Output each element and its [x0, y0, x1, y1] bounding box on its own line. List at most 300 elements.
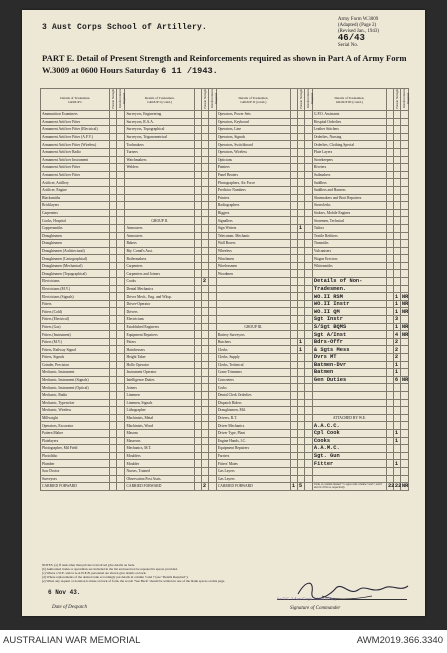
we-cell [386, 376, 393, 384]
reinf-cell [117, 232, 125, 240]
reinf-cell [400, 316, 408, 324]
we-cell [290, 202, 297, 210]
trade-label: Vulcanisers [312, 247, 386, 255]
reinf-cell [208, 391, 216, 399]
trade-label: Draughtsmen, Mil. [216, 407, 290, 415]
we-cell [386, 270, 393, 278]
reinf-cell [117, 224, 125, 232]
we-cell [386, 194, 393, 202]
present-cell [393, 270, 400, 278]
carry-c2-present: 2 [201, 483, 208, 491]
form-line3: (Revised Jan., 1943) [337, 29, 379, 34]
reinf-cell [304, 452, 312, 460]
we-cell [290, 376, 297, 384]
reinf-cell [208, 300, 216, 308]
present-cell [297, 384, 304, 392]
we-cell [290, 338, 297, 346]
reinf-cell [208, 156, 216, 164]
trade-label: Driver Mech., Eng. and Wksp. [125, 293, 194, 301]
trade-label: Armament Artificer Instrument [41, 156, 110, 164]
present-cell [110, 300, 117, 308]
we-cell [194, 346, 201, 354]
reinf-cell [117, 354, 125, 362]
trade-label: Draughtsmen (Cartographical) [41, 255, 110, 263]
we-cell [386, 209, 393, 217]
we-cell [194, 316, 201, 324]
trade-label [312, 475, 386, 483]
reinf-cell [400, 148, 408, 156]
trade-label: Carpenters and Joiners [125, 270, 194, 278]
trade-label: Engine Hands, I.C. [216, 437, 290, 445]
reinf-cell [208, 133, 216, 141]
trade-label: Surveyors, Trigonometrical [125, 133, 194, 141]
archive-footer [0, 630, 447, 653]
reinf-cell [208, 141, 216, 149]
present-cell [110, 164, 117, 172]
present-cell [110, 437, 117, 445]
trade-label [125, 209, 194, 217]
present-cell [201, 179, 208, 187]
trade-label: Armament Artificer Fitter [41, 118, 110, 126]
we-cell [194, 414, 201, 422]
trade-label: Mechanic, Instrument (Optical) [41, 384, 110, 392]
we-cell [290, 323, 297, 331]
trade-label: Linemen, Signals [125, 399, 194, 407]
trade-label: Photographers, Air Force [216, 179, 290, 187]
trade-label: Dispatch Riders [216, 399, 290, 407]
present-cell: 3 [393, 316, 400, 324]
trade-label: Orderlies, Clothing Special [312, 141, 386, 149]
trade-label: Signallers [216, 217, 290, 225]
col-header-reinf: Reinforcements Required [305, 89, 314, 109]
reinf-cell [117, 460, 125, 468]
reinf-cell: NR [401, 331, 409, 338]
form-reference [338, 17, 379, 49]
reinf-cell [304, 186, 312, 194]
trade-label [216, 285, 290, 293]
trade-label: Clerks [216, 346, 290, 354]
we-cell [194, 217, 201, 225]
table-row [41, 437, 409, 445]
reinf-cell [304, 202, 312, 210]
trade-label: Whitesmiths [312, 262, 386, 270]
present-cell [297, 316, 304, 324]
note-line: (e) When any request or notation is made on back of form, the words "See Back" should be written in one of the blank spaces on this page. [42, 579, 226, 583]
reinf-cell [208, 255, 216, 263]
present-cell [201, 414, 208, 422]
reinf-cell [304, 141, 312, 149]
reinf-cell [304, 148, 312, 156]
trade-label: Wirelessmen [216, 262, 290, 270]
reinf-cell [117, 346, 125, 354]
trade-label [312, 399, 386, 407]
we-cell [194, 278, 201, 286]
we-cell [194, 148, 201, 156]
we-cell [386, 255, 393, 263]
we-cell [194, 232, 201, 240]
trade-label: Coppersmiths [41, 224, 110, 232]
reinf-cell [208, 376, 216, 384]
present-cell [393, 202, 400, 210]
present-cell [201, 224, 208, 232]
table-row [41, 445, 409, 453]
present-cell [393, 217, 400, 225]
col-header-trade-3: Details of Tradesmen. GROUP II (contd.) [216, 89, 290, 111]
reinf-cell [208, 262, 216, 270]
trade-label [125, 179, 194, 187]
trade-label: Draughtsmen (Architectural) [41, 247, 110, 255]
reinf-cell [117, 133, 125, 141]
trade-label: Gas Layers [216, 467, 290, 475]
present-cell [110, 346, 117, 354]
we-cell [386, 391, 393, 399]
table-header-row [41, 89, 409, 111]
table-row [41, 361, 409, 369]
we-cell [194, 308, 201, 316]
trade-label: Plate Layers [312, 148, 386, 156]
trade-label: Photographer, Mil Field [41, 445, 110, 453]
reinf-cell [304, 262, 312, 270]
present-cell [110, 111, 117, 119]
present-cell [110, 338, 117, 346]
present-cell [201, 300, 208, 308]
reinf-cell [208, 445, 216, 453]
present-cell: 1 [393, 300, 400, 308]
nontrade-entry: WO.II QM [312, 308, 386, 316]
trade-label: Operators, Keyboard [216, 118, 290, 126]
present-cell [110, 118, 117, 126]
present-cell [297, 202, 304, 210]
reinf-cell [208, 164, 216, 172]
we-cell [194, 247, 201, 255]
present-cell [201, 285, 208, 293]
trade-label: Gas Layers [216, 475, 290, 483]
trade-label: Armament Artificer Fitter [41, 171, 110, 179]
trade-label [125, 186, 194, 194]
reinf-cell [304, 376, 312, 384]
reinf-cell [117, 376, 125, 384]
table-row [41, 293, 409, 301]
reinf-cell [117, 209, 125, 217]
reinf-cell [400, 179, 408, 187]
reinf-cell [117, 331, 125, 339]
present-cell [393, 452, 400, 460]
trade-label: Fitters (Gas) [41, 323, 110, 331]
present-cell [297, 118, 304, 126]
we-cell [194, 209, 201, 217]
we-cell [386, 118, 393, 126]
present-cell [110, 316, 117, 324]
table-row [41, 308, 409, 316]
present-cell [201, 209, 208, 217]
we-cell [194, 338, 201, 346]
we-cell [194, 361, 201, 369]
attached-entry: A.A.M.C. [312, 445, 386, 453]
reinf-cell [304, 240, 312, 248]
present-cell [297, 278, 304, 286]
col-header-present: Present Strength [394, 89, 399, 109]
reinf-cell [400, 467, 408, 475]
we-cell [290, 331, 297, 339]
reinf-cell [208, 126, 216, 134]
reinf-cell [208, 247, 216, 255]
present-cell [297, 111, 304, 119]
present-cell [393, 186, 400, 194]
present-cell [297, 323, 304, 331]
reinf-cell [304, 445, 312, 453]
trade-label: Electricians [125, 316, 194, 324]
reinf-cell [304, 346, 312, 354]
table-row [41, 475, 409, 483]
col-header-present: Present Strength [111, 89, 116, 109]
nontrade-entry: Dvrs MT [312, 354, 386, 362]
present-cell: 1 [393, 429, 400, 437]
present-cell [393, 133, 400, 141]
trade-label: Butchers [216, 338, 290, 346]
reinf-cell: NR [401, 293, 409, 300]
reinf-cell [400, 133, 408, 141]
reinf-cell [117, 179, 125, 187]
attached-entry: Sgt. Gun [312, 452, 386, 460]
we-cell [290, 209, 297, 217]
reinf-cell [208, 118, 216, 126]
trade-label: Operators, Wireless [216, 148, 290, 156]
trade-label: Pattern Maker [41, 429, 110, 437]
trade-label: Blacksmiths [41, 194, 110, 202]
title-text: PART E. Detail of Present Strength and Reinforcements required as shown in Part A of Army Form W.3009 at 0600 Hours Saturday [42, 53, 407, 75]
we-cell [194, 429, 201, 437]
present-cell [201, 338, 208, 346]
form-title [42, 52, 412, 77]
reinf-cell: NR [401, 301, 409, 308]
table-row [41, 133, 409, 141]
we-cell [290, 361, 297, 369]
trade-label: Armament Artificer Fitter [41, 164, 110, 172]
present-cell [297, 156, 304, 164]
present-cell [393, 240, 400, 248]
reinf-cell [208, 346, 216, 354]
present-cell [110, 156, 117, 164]
we-cell [194, 164, 201, 172]
reinf-cell [400, 270, 408, 278]
nontrade-entry: Batmen [312, 369, 386, 377]
reinf-cell [208, 202, 216, 210]
we-cell [386, 399, 393, 407]
trade-label: Electricians [41, 278, 110, 286]
present-cell [393, 126, 400, 134]
present-cell [110, 376, 117, 384]
trade-label: Storeclerks [312, 202, 386, 210]
present-cell [297, 300, 304, 308]
trade-label: Clerks, Supply [216, 354, 290, 362]
trade-label: Bakers [125, 240, 194, 248]
present-cell [297, 354, 304, 362]
table-row [41, 186, 409, 194]
title-date: 6 11 /1943. [161, 66, 218, 76]
trade-label: Fitters (Electrical) [41, 316, 110, 324]
trade-label: Moulder [125, 460, 194, 468]
carry-label-2: CARRIED FORWARD [125, 483, 194, 491]
present-cell [393, 141, 400, 149]
we-cell [290, 262, 297, 270]
we-cell [290, 156, 297, 164]
nontrade-entry: WO.II RSM [312, 293, 386, 301]
we-cell [194, 285, 201, 293]
table-row [41, 164, 409, 172]
present-cell [297, 255, 304, 263]
present-cell [201, 445, 208, 453]
trade-label [312, 270, 386, 278]
we-cell [194, 202, 201, 210]
carry-label-1: CARRIED FORWARD [41, 483, 110, 491]
reinf-cell [208, 331, 216, 339]
present-cell [297, 452, 304, 460]
reinf-cell [117, 475, 125, 483]
we-cell [386, 407, 393, 415]
trade-label: Fitters (Cold) [41, 308, 110, 316]
reinf-cell [117, 300, 125, 308]
we-cell [194, 323, 201, 331]
reinf-cell [208, 224, 216, 232]
unit-name: 3 Aust Corps School of Artillery. [42, 23, 208, 32]
table-row [41, 240, 409, 248]
reinf-cell [304, 194, 312, 202]
trade-label: Carpenters [125, 262, 194, 270]
we-cell [386, 141, 393, 149]
present-cell: 1 [297, 224, 304, 232]
present-cell [110, 414, 117, 422]
col-header-present: Present Strength [298, 89, 303, 109]
table-row [41, 179, 409, 187]
reinf-cell [304, 361, 312, 369]
reinf-cell [117, 217, 125, 225]
present-cell [297, 369, 304, 377]
reinf-cell [304, 179, 312, 187]
present-cell [297, 194, 304, 202]
reinf-cell [117, 316, 125, 324]
present-cell [201, 262, 208, 270]
present-cell [110, 240, 117, 248]
we-cell [386, 240, 393, 248]
trade-label: Fitters, Signals [41, 354, 110, 362]
nontrade-entry: Bdrs-Offr [312, 338, 386, 346]
present-cell [201, 293, 208, 301]
reinf-cell [400, 475, 408, 483]
reinf-cell [208, 437, 216, 445]
table-row [41, 452, 409, 460]
present-cell [297, 164, 304, 172]
reinf-cell [208, 270, 216, 278]
present-cell [201, 240, 208, 248]
present-cell: 4 [393, 331, 400, 339]
trade-label: Textile Refitters [312, 232, 386, 240]
reinf-cell [400, 209, 408, 217]
present-cell [201, 369, 208, 377]
trade-label: Radiographers [216, 202, 290, 210]
reinf-cell [304, 475, 312, 483]
present-cell [393, 179, 400, 187]
trade-label: Fitters [41, 300, 110, 308]
trade-label: Tinsmiths [312, 240, 386, 248]
trade-label: Electricians (M.V.) [41, 285, 110, 293]
reinf-cell [208, 186, 216, 194]
we-cell [194, 171, 201, 179]
present-cell: 2 [201, 278, 208, 286]
table-row [41, 354, 409, 362]
present-cell [110, 384, 117, 392]
we-cell [386, 361, 393, 369]
trade-label: Clerks, Technical [216, 361, 290, 369]
we-cell [386, 278, 393, 286]
table-row [41, 217, 409, 225]
reinf-cell [117, 202, 125, 210]
reinf-cell [400, 338, 408, 346]
present-cell [110, 407, 117, 415]
trade-label: Millwright [41, 414, 110, 422]
present-cell [110, 247, 117, 255]
we-cell [290, 407, 297, 415]
note-line: (d) Where replacements of the desired rank accordingly put details in column 3 and 7 (see "Details Required"). [42, 575, 189, 579]
present-cell [201, 270, 208, 278]
reinf-cell [304, 467, 312, 475]
present-cell [201, 148, 208, 156]
reinf-cell [400, 361, 408, 369]
we-cell [290, 316, 297, 324]
reinf-cell: NR [401, 377, 409, 384]
trade-label: Draughtsmen [41, 240, 110, 248]
present-cell: 2 [393, 354, 400, 362]
present-cell [110, 232, 117, 240]
table-row [41, 141, 409, 149]
trade-label: Bty. Comd's Asst. [125, 247, 194, 255]
we-cell [290, 164, 297, 172]
we-cell [386, 179, 393, 187]
present-cell [110, 148, 117, 156]
reinf-cell [304, 111, 312, 119]
present-cell [393, 445, 400, 453]
present-cell [201, 422, 208, 430]
total-present: 22 [387, 483, 395, 490]
reinf-cell [208, 316, 216, 324]
present-cell [110, 186, 117, 194]
reinf-cell [117, 118, 125, 126]
trade-label: Operators, Excavator [41, 422, 110, 430]
present-cell [393, 422, 400, 430]
reinf-cell [208, 361, 216, 369]
we-cell [290, 255, 297, 263]
reinf-cell [304, 293, 312, 301]
table-row [41, 224, 409, 232]
present-cell [110, 429, 117, 437]
we-cell [386, 316, 393, 324]
table-row [41, 338, 409, 346]
reinf-cell [304, 316, 312, 324]
trade-label: Hairdressers [125, 346, 194, 354]
reinf-cell [208, 323, 216, 331]
trade-label: Linemen [125, 391, 194, 399]
we-cell [386, 186, 393, 194]
reinf-cell [304, 391, 312, 399]
table-row [41, 247, 409, 255]
table-row [41, 111, 409, 119]
trade-label: Platelayers [41, 437, 110, 445]
present-cell [110, 331, 117, 339]
we-cell [290, 414, 297, 422]
we-cell [386, 285, 393, 293]
serial-value: 46/43 [337, 33, 365, 43]
reinf-cell [304, 338, 312, 346]
reinf-cell [208, 369, 216, 377]
